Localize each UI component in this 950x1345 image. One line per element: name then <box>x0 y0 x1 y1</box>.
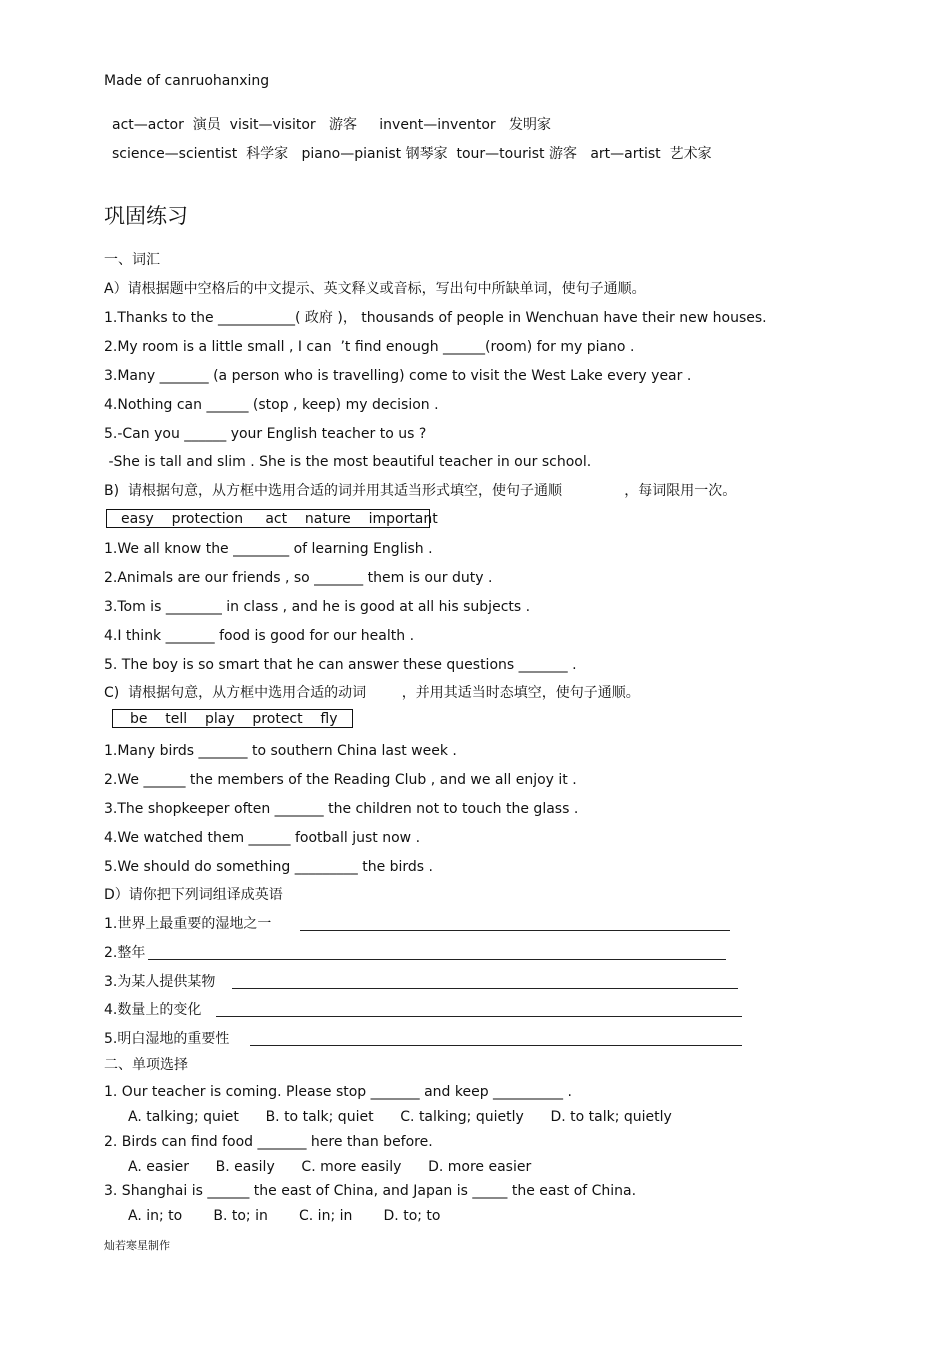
partC-question-2: 2.We ______ the members of the Reading Club , and we all enjoy it . <box>104 772 577 788</box>
partA-question-2: 2.My room is a little small , I can ’t find enough ______(room) for my piano . <box>104 339 635 355</box>
mc-options-3: A. in; to B. to; in C. in; in D. to; to <box>128 1208 441 1224</box>
mc-question-3: 3. Shanghai is ______ the east of China, and Japan is _____ the east of China. <box>104 1183 637 1199</box>
partB-question-2: 2.Animals are our friends , so _______ them is our duty . <box>104 570 493 586</box>
section-title: 巩固练习 <box>104 204 188 228</box>
partD-question-2: 2.整年 <box>104 945 146 961</box>
vocab-line-2: science—scientist 科学家 piano—pianist 钢琴家 tour—tourist 游客 art—artist 艺术家 <box>112 146 712 162</box>
page-header: Made of canruohanxing <box>104 73 270 89</box>
page-footer: 灿若寒星制作 <box>104 1239 170 1252</box>
answer-line-3 <box>232 988 738 989</box>
partC-question-3: 3.The shopkeeper often _______ the children not to touch the glass . <box>104 801 579 817</box>
partB-instruction: B) 请根据句意，从方框中选用合适的词并用其适当形式填空，使句子通顺 ，每词限用一次。 <box>104 483 737 499</box>
mc-options-1: A. talking; quiet B. to talk; quiet C. talking; quietly D. to talk; quietly <box>128 1109 672 1125</box>
partC-question-5: 5.We should do something _________ the birds . <box>104 859 433 875</box>
partA-question-4: 4.Nothing can ______ (stop , keep) my decision . <box>104 397 439 413</box>
mc-question-1: 1. Our teacher is coming. Please stop _______ and keep __________ . <box>104 1084 572 1100</box>
partA-question-3: 3.Many _______ (a person who is travelling) come to visit the West Lake every year . <box>104 368 692 384</box>
answer-line-1 <box>300 930 730 931</box>
section1-heading: 一、词汇 <box>104 252 160 268</box>
partD-question-1: 1.世界上最重要的湿地之一 <box>104 916 272 932</box>
partC-question-4: 4.We watched them ______ football just now . <box>104 830 421 846</box>
partB-question-1: 1.We all know the ________ of learning English . <box>104 541 433 557</box>
answer-line-2 <box>148 959 726 960</box>
section2-heading: 二、单项选择 <box>104 1057 188 1073</box>
partB-question-4: 4.I think _______ food is good for our health . <box>104 628 415 644</box>
partD-question-3: 3.为某人提供某物 <box>104 974 216 990</box>
partC-question-1: 1.Many birds _______ to southern China last week . <box>104 743 457 759</box>
mc-options-2: A. easier B. easily C. more easily D. more easier <box>128 1159 532 1175</box>
partA-question-5-answer: -She is tall and slim . She is the most beautiful teacher in our school. <box>104 454 592 470</box>
partA-question-1: 1.Thanks to the ___________( 政府 )， thousands of people in Wenchuan have their new houses. <box>104 310 767 326</box>
partD-question-4: 4.数量上的变化 <box>104 1002 202 1018</box>
answer-line-4 <box>216 1016 742 1017</box>
vocab-line-1: act—actor 演员 visit—visitor 游客 invent—inventor 发明家 <box>112 117 551 133</box>
partA-instruction: A）请根据题中空格后的中文提示、英文释义或音标，写出句中所缺单词，使句子通顺。 <box>104 281 646 297</box>
partC-instruction: C) 请根据句意，从方框中选用合适的动词 ，并用其适当时态填空，使句子通顺。 <box>104 685 640 701</box>
mc-question-2: 2. Birds can find food _______ here than before. <box>104 1134 433 1150</box>
partB-question-3: 3.Tom is ________ in class , and he is good at all his subjects . <box>104 599 531 615</box>
answer-line-5 <box>250 1045 742 1046</box>
partD-question-5: 5.明白湿地的重要性 <box>104 1031 230 1047</box>
partB-question-5: 5. The boy is so smart that he can answer these questions _______ . <box>104 657 577 673</box>
partB-word-box: easy protection act nature important <box>106 509 430 528</box>
partD-instruction: D）请你把下列词组译成英语 <box>104 887 283 903</box>
partA-question-5: 5.-Can you ______ your English teacher to us ? <box>104 426 427 442</box>
partC-word-box: be tell play protect fly <box>112 709 353 728</box>
